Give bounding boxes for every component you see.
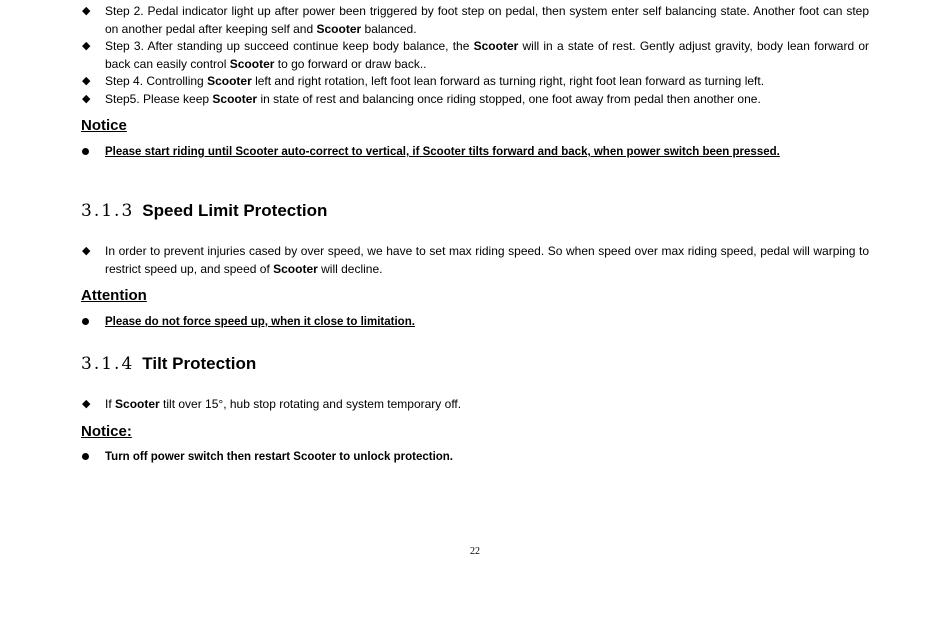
notice-heading: Notice [81,117,127,134]
section-title: Tilt Protection [142,354,257,373]
diamond-bullet-icon: ◆ [82,5,91,17]
tilt-text: If Scooter tilt over 15°, hub stop rotating and system temporary off. [105,397,462,411]
step-3-bullet [82,38,869,73]
diamond-bullet-icon: ◆ [82,398,91,410]
speed-limit-bullet [82,243,869,278]
section-number: 3.1.3 [81,201,135,221]
section-number: 3.1.4 [81,354,135,374]
section-heading-3-1-3 [81,200,327,222]
attention-heading: Attention [81,287,147,304]
round-bullet-icon [82,453,89,460]
step-5-bullet [82,91,869,109]
section-heading-3-1-4 [81,353,256,375]
diamond-bullet-icon: ◆ [82,75,91,87]
notice-text-2: Turn off power switch then restart Scooter to unlock protection. [105,451,454,463]
step-2-bullet [82,3,869,38]
diamond-bullet-icon: ◆ [82,40,91,52]
page-number: 22 [470,546,480,557]
step-2-text: Step 2. Pedal indicator light up after power been triggered by foot step on pedal, then system enter self balancing state. Another foot can step on another pedal after keeping self and Scooter balanced. [105,4,869,36]
tilt-bullet [82,396,869,414]
diamond-bullet-icon: ◆ [82,245,91,257]
notice-heading-2: Notice: [81,423,132,440]
step-4-bullet [82,73,869,91]
round-bullet-icon [82,318,89,325]
notice-text: Please start riding until Scooter auto-correct to vertical, if Scooter tilts forward and back, when power switch been pressed. [105,146,780,158]
speed-limit-text: In order to prevent injuries cased by over speed, we have to set max riding speed. So when speed over max riding speed, pedal will warping to restrict speed up, and speed of Scooter will decline. [105,244,869,276]
step-4-text: Step 4. Controlling Scooter left and right rotation, left foot lean forward as turning right, right foot lean forward as turning left. [105,74,765,88]
round-bullet-icon [82,148,89,155]
diamond-bullet-icon: ◆ [82,93,91,105]
step-5-text: Step5. Please keep Scooter in state of rest and balancing once riding stopped, one foot away from pedal then another one. [105,92,761,106]
attention-text: Please do not force speed up, when it close to limitation. [105,316,415,328]
step-3-text: Step 3. After standing up succeed continue keep body balance, the Scooter will in a state of rest. Gently adjust gravity, body lean forward or back can easily control Scooter to go forward or draw back.. [105,39,870,71]
section-title: Speed Limit Protection [142,201,328,220]
